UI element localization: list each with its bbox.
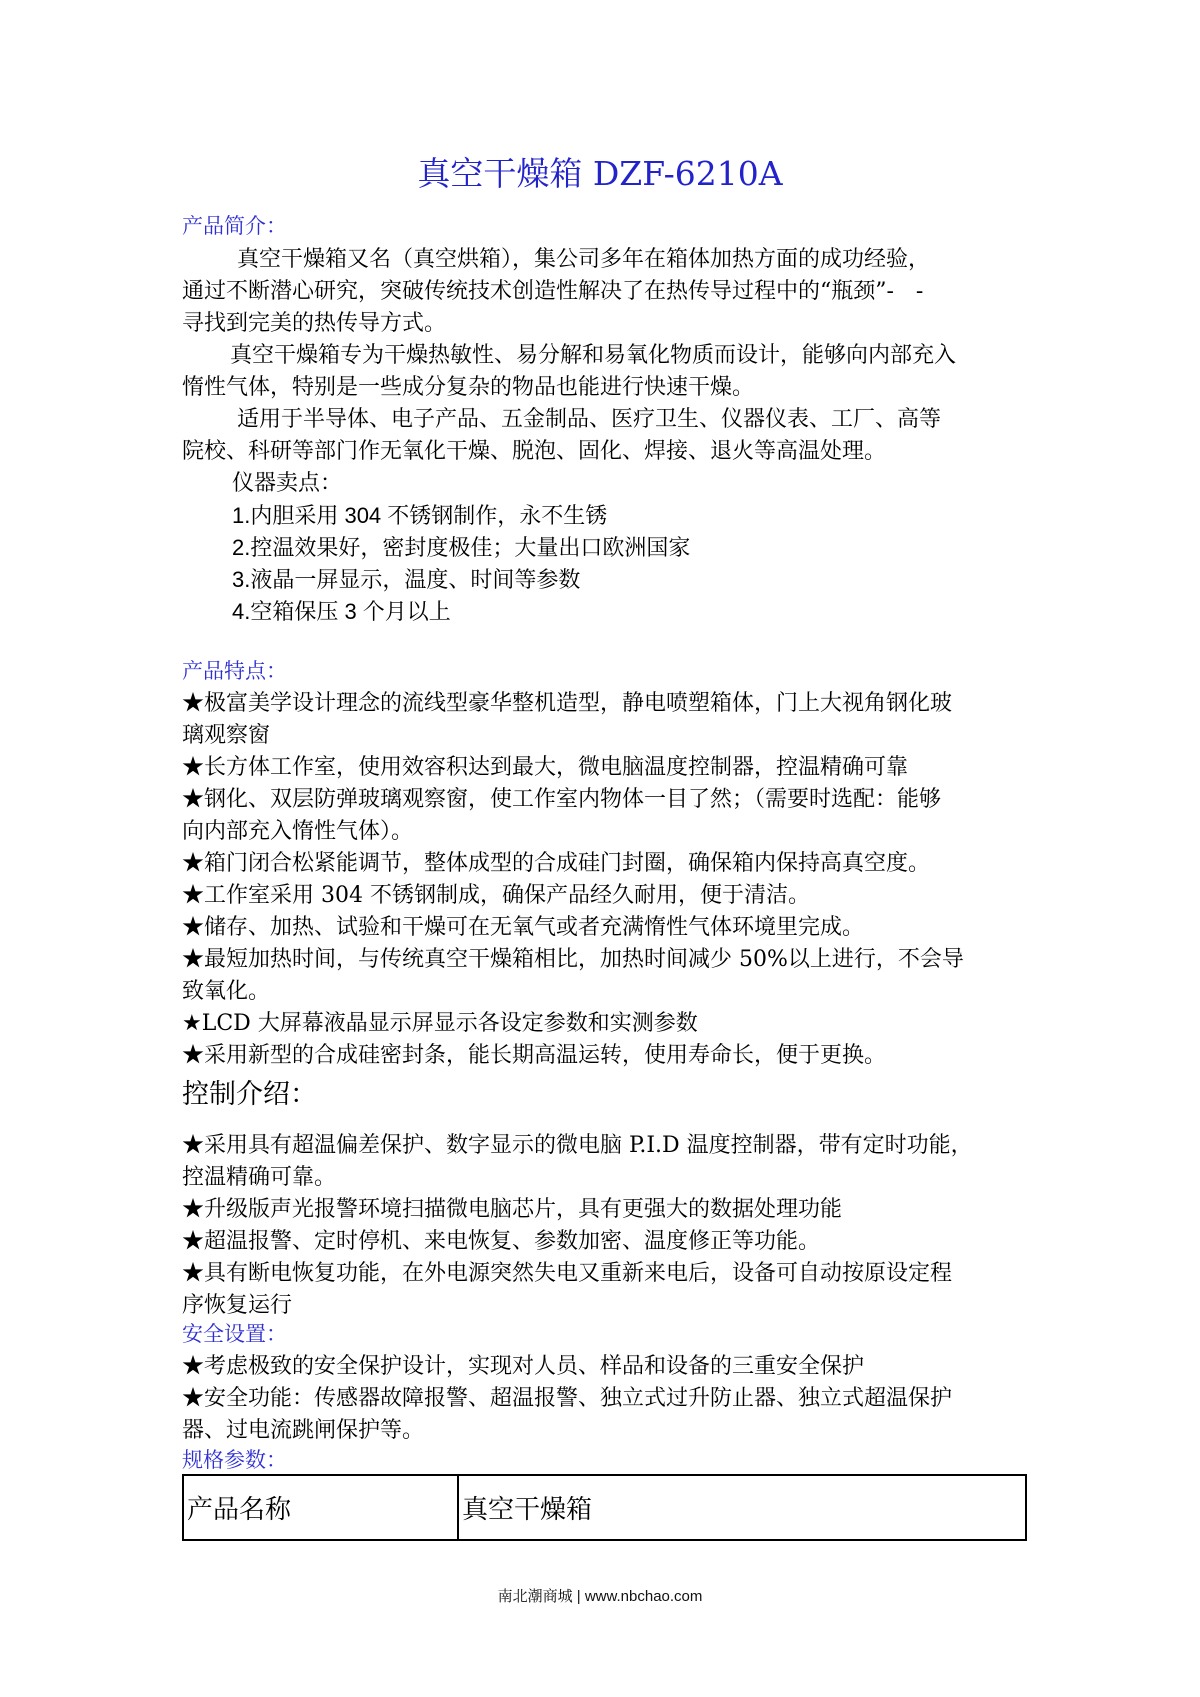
spec-table [182,1474,1027,1541]
feature-line: 向内部充入惰性气体）。 [182,819,414,844]
feature-line: 璃观察窗 [182,723,271,748]
feature-line: ★长方体工作室，使用效容积达到最大，微电脑温度控制器，控温精确可靠 [182,755,909,780]
features-list [182,688,1034,1072]
text-line: 真空干燥箱专为干燥热敏性、易分解和易氧化物质而设计，能够向内部充入 [230,343,957,368]
safety-heading: 安全设置： [182,1322,287,1346]
text-line: 通过不断潜心研究，突破传统技术创造性解决了在热传导过程中的“瓶颈”- - [182,279,924,304]
feature-line: ★采用新型的合成硅密封条，能长期高温运转，使用寿命长，便于更换。 [182,1043,887,1068]
table-row [183,1475,1026,1540]
safety-line: ★考虑极致的安全保护设计，实现对人员、样品和设备的三重安全保护 [182,1354,865,1379]
feature-line: ★箱门闭合松紧能调节，整体成型的合成硅门封圈，确保箱内保持高真空度。 [182,851,931,876]
text-line: 真空干燥箱又名（真空烘箱），集公司多年在箱体加热方面的成功经验， [237,247,931,272]
safety-list [182,1351,1034,1447]
text-line: 适用于半导体、电子产品、五金制品、医疗卫生、仪器仪表、工厂、高等 [237,407,942,432]
feature-line: ★储存、加热、试验和干燥可在无氧气或者充满惰性气体环境里完成。 [182,915,865,940]
intro-paragraph-3 [182,404,1034,468]
intro-heading: 产品简介： [182,214,287,238]
safety-line: 器、过电流跳闸保护等。 [182,1418,425,1443]
intro-paragraph-2 [182,340,1034,404]
selling-point: 3.液晶一屏显示，温度、时间等参数 [232,567,581,592]
feature-line: ★极富美学设计理念的流线型豪华整机造型，静电喷塑箱体，门上大视角钢化玻 [182,691,953,716]
spec-name-cell: 产品名称 [183,1475,458,1540]
control-line: 序恢复运行 [182,1293,293,1318]
control-heading: 控制介绍： [182,1079,317,1110]
text-line: 寻找到完美的热传导方式。 [182,311,447,336]
control-line: ★具有断电恢复功能，在外电源突然失电又重新来电后，设备可自动按原设定程 [182,1261,953,1286]
intro-paragraph-1 [182,244,1034,340]
feature-line: ★钢化、双层防弹玻璃观察窗，使工作室内物体一目了然；（需要时选配：能够 [182,787,942,812]
feature-line: ★最短加热时间，与传统真空干燥箱相比，加热时间减少 50%以上进行，不会导 [182,947,964,972]
spec-value-cell: 真空干燥箱 [458,1475,1026,1540]
page-footer: 南北潮商城 | www.nbchao.com [497,1588,703,1605]
feature-line: 致氧化。 [182,979,271,1004]
control-list [182,1130,1034,1322]
selling-point: 2.控温效果好，密封度极佳；大量出口欧洲国家 [232,535,691,560]
selling-point: 4.空箱保压 3 个月以上 [232,599,451,624]
page-title: 真空干燥箱 DZF-6210A [417,154,783,193]
features-heading: 产品特点： [182,659,287,683]
control-line: 控温精确可靠。 [182,1165,337,1190]
control-line: ★超温报警、定时停机、来电恢复、参数加密、温度修正等功能。 [182,1229,821,1254]
feature-line: ★工作室采用 304 不锈钢制成，确保产品经久耐用，便于清洁。 [182,883,810,908]
text-line: 惰性气体，特别是一些成分复杂的物品也能进行快速干燥。 [182,375,755,400]
selling-points-heading: 仪器卖点： [232,471,343,496]
feature-line: ★LCD 大屏幕液晶显示屏显示各设定参数和实测参数 [182,1011,698,1036]
control-line: ★采用具有超温偏差保护、数字显示的微电脑 P.I.D 温度控制器，带有定时功能， [182,1133,973,1158]
safety-line: ★安全功能：传感器故障报警、超温报警、独立式过升防止器、独立式超温保护 [182,1386,953,1411]
specs-heading: 规格参数： [182,1448,287,1472]
control-line: ★升级版声光报警环境扫描微电脑芯片，具有更强大的数据处理功能 [182,1197,843,1222]
selling-point: 1.内胆采用 304 不锈钢制作，永不生锈 [232,503,608,528]
text-line: 院校、科研等部门作无氧化干燥、脱泡、固化、焊接、退火等高温处理。 [182,439,887,464]
